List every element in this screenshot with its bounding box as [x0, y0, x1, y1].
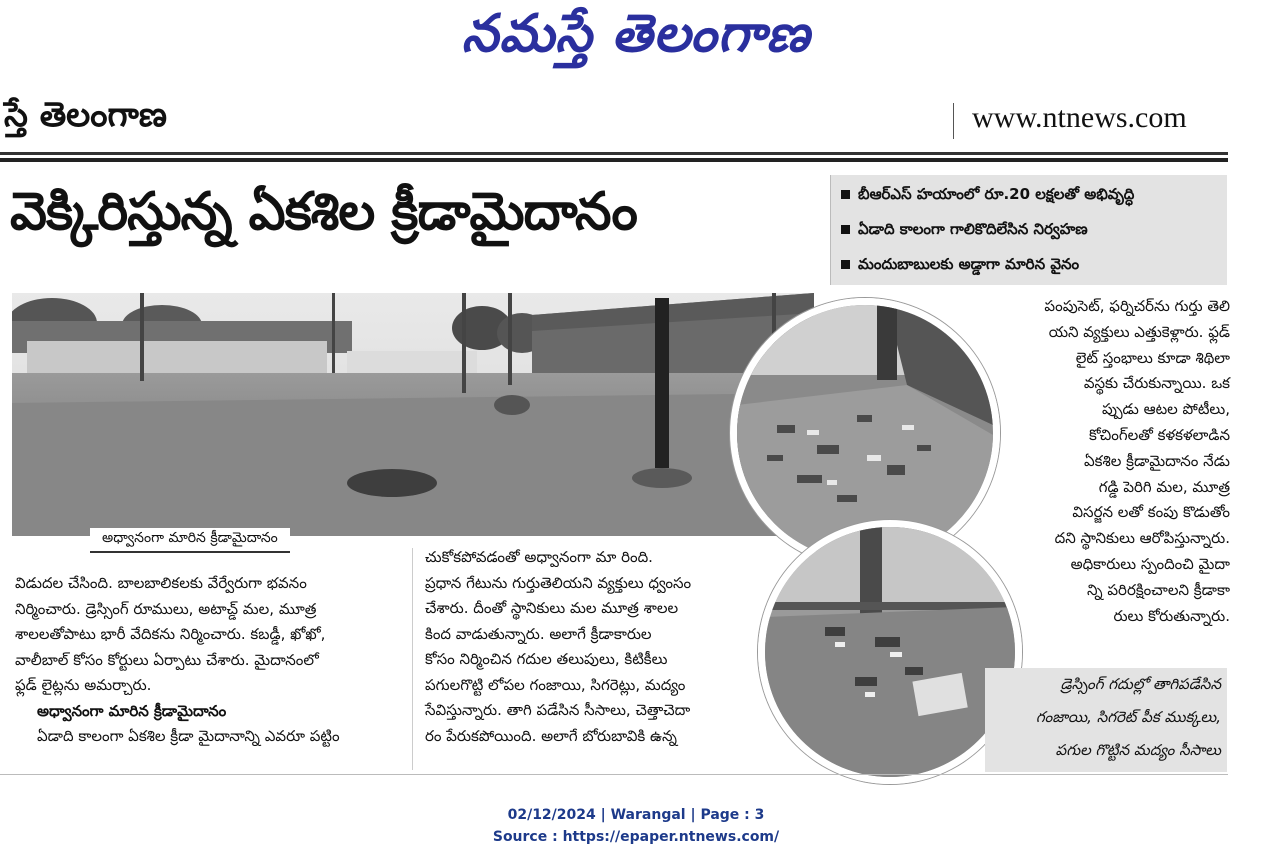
- text-line: నిర్మించారు. డ్రెస్సింగ్ రూములు, అటాచ్డ్ మల, మూత్ర: [15, 599, 317, 618]
- article-column-2: [425, 545, 755, 749]
- text-line: ఫ్లడ్ లైట్లను అమర్చారు.: [15, 676, 152, 694]
- source-link[interactable]: Source : https://epaper.ntnews.com/: [492, 829, 780, 845]
- text-line: విడుదల చేసింది. బాలబాలికలకు వేర్వేరుగా భవనం: [15, 574, 307, 592]
- text-line: రులు కోరుతున్నారు.: [1113, 606, 1230, 625]
- text-line: ప్పుడు ఆటల పోటీలు,: [1101, 400, 1230, 419]
- inset-photo-caption: [985, 668, 1227, 772]
- epaper-footer: [0, 804, 1272, 848]
- text-line: విసర్జన లతో కంపు కొడుతోం: [1072, 503, 1230, 522]
- section-paper-name: స్తే తెలంగాణ: [4, 95, 167, 135]
- text-line: పంపుసెట్, ఫర్నిచర్‌ను గుర్తు తెలి: [1044, 297, 1230, 315]
- text-line: రం పేరుకపోయింది. అలాగే బోరుబావికి ఉన్న: [425, 726, 677, 745]
- text-line: దని స్థానికులు ఆరోపిస్తున్నారు.: [1054, 529, 1230, 548]
- article-column-3: [968, 294, 1230, 629]
- text-line: శాలలతోపాటు భారీ వేదికను నిర్మించారు. కబడ్డీ, ఖోఖో,: [15, 625, 326, 643]
- text-line: కోసం నిర్మించిన గదుల తలుపులు, కిటికీలు: [425, 650, 668, 668]
- newspaper-logo: నమస్తే తెలంగాణ: [461, 4, 811, 64]
- website-url: www.ntnews.com: [972, 101, 1187, 134]
- bottom-rule: [0, 774, 1228, 775]
- highlight-item: ఏడాది కాలంగా గాలికొదిలేసిన నిర్వహణ: [841, 220, 1088, 242]
- caption-line: గంజాయి, సిగరెట్ పీక ముక్కలు,: [1035, 708, 1221, 726]
- header-rule-top: [0, 152, 1228, 155]
- highlights-box: [830, 175, 1227, 285]
- article-column-1: [15, 571, 407, 750]
- text-line: పగులగొట్టి లోపల గంజాయి, సిగరెట్లు, మద్యం: [425, 675, 686, 694]
- text-line: గడ్డి పెరిగి మల, మూత్ర: [1098, 477, 1230, 496]
- edition-info: 02/12/2024 | Warangal | Page : 3: [507, 807, 765, 823]
- page-header-strip: [0, 95, 1228, 155]
- bullet-square-icon: [841, 225, 850, 234]
- text-line: అధికారులు స్పందించి మైదా: [1070, 554, 1230, 573]
- text-line: వస్థకు చేరుకున్నాయి. ఒక: [1083, 374, 1230, 393]
- bullet-square-icon: [841, 190, 850, 199]
- highlight-item: బీఆర్ఎస్ హయాంలో రూ.20 లక్షలతో అభివృద్ధి: [841, 185, 1134, 207]
- header-divider: [953, 103, 954, 139]
- text-line: ఏకశిల క్రీడామైదానం నేడు: [1083, 451, 1230, 470]
- masthead: [0, 0, 1272, 80]
- caption-line: పగుల గొట్టిన మద్యం సీసాలు: [1055, 741, 1221, 759]
- text-line: న్ని పరిరక్షించాలని క్రీడాకా: [1086, 580, 1230, 599]
- text-line: ఏడాది కాలంగా ఏకశిల క్రీడా మైదానాన్ని ఎవరూ పట్టిం: [37, 727, 340, 745]
- text-line: లైట్ స్తంభాలు కూడా శిథిలా: [1075, 348, 1230, 367]
- column-divider: [412, 548, 413, 770]
- text-line: చుకోకపోవడంతో అధ్వానంగా మా రింది.: [425, 548, 653, 566]
- ground-photo: [12, 293, 814, 536]
- text-line: ప్రధాన గేటును గుర్తుతెలియని వ్యక్తులు ధ్వంసం: [425, 573, 692, 592]
- subheading: అధ్వానంగా మారిన క్రీడామైదానం: [37, 701, 227, 720]
- text-line: చేశారు. దీంతో స్థానికులు మల మూత్ర శాలల: [425, 599, 679, 617]
- text-line: కింద వాడుతున్నారు. అలాగే క్రీడాకారుల: [425, 624, 652, 643]
- text-line: కోచింగ్‌లతో కళకళలాడిన: [1089, 425, 1230, 444]
- highlight-item: మందుబాబులకు అడ్డాగా మారిన వైనం: [841, 255, 1079, 277]
- text-line: యని వ్యక్తులు ఎత్తుకెళ్లారు. ఫ్లడ్: [1048, 322, 1230, 341]
- header-rule-bottom: [0, 158, 1228, 162]
- text-line: సేవిస్తున్నారు. తాగి పడేసిన సీసాలు, చెత్తాచెదా: [425, 701, 691, 719]
- text-line: వాలీబాల్ కోసం కోర్టులు ఏర్పాటు చేశారు. మైదానంలో: [15, 650, 319, 669]
- bullet-square-icon: [841, 260, 850, 269]
- photo-caption: అధ్వానంగా మారిన క్రీడామైదానం: [90, 528, 290, 553]
- article-headline: వెక్కిరిస్తున్న ఏకశిల క్రీడామైదానం: [10, 182, 637, 242]
- caption-line: డ్రెస్సింగ్ గదుల్లో తాగిపడేసిన: [1060, 675, 1221, 693]
